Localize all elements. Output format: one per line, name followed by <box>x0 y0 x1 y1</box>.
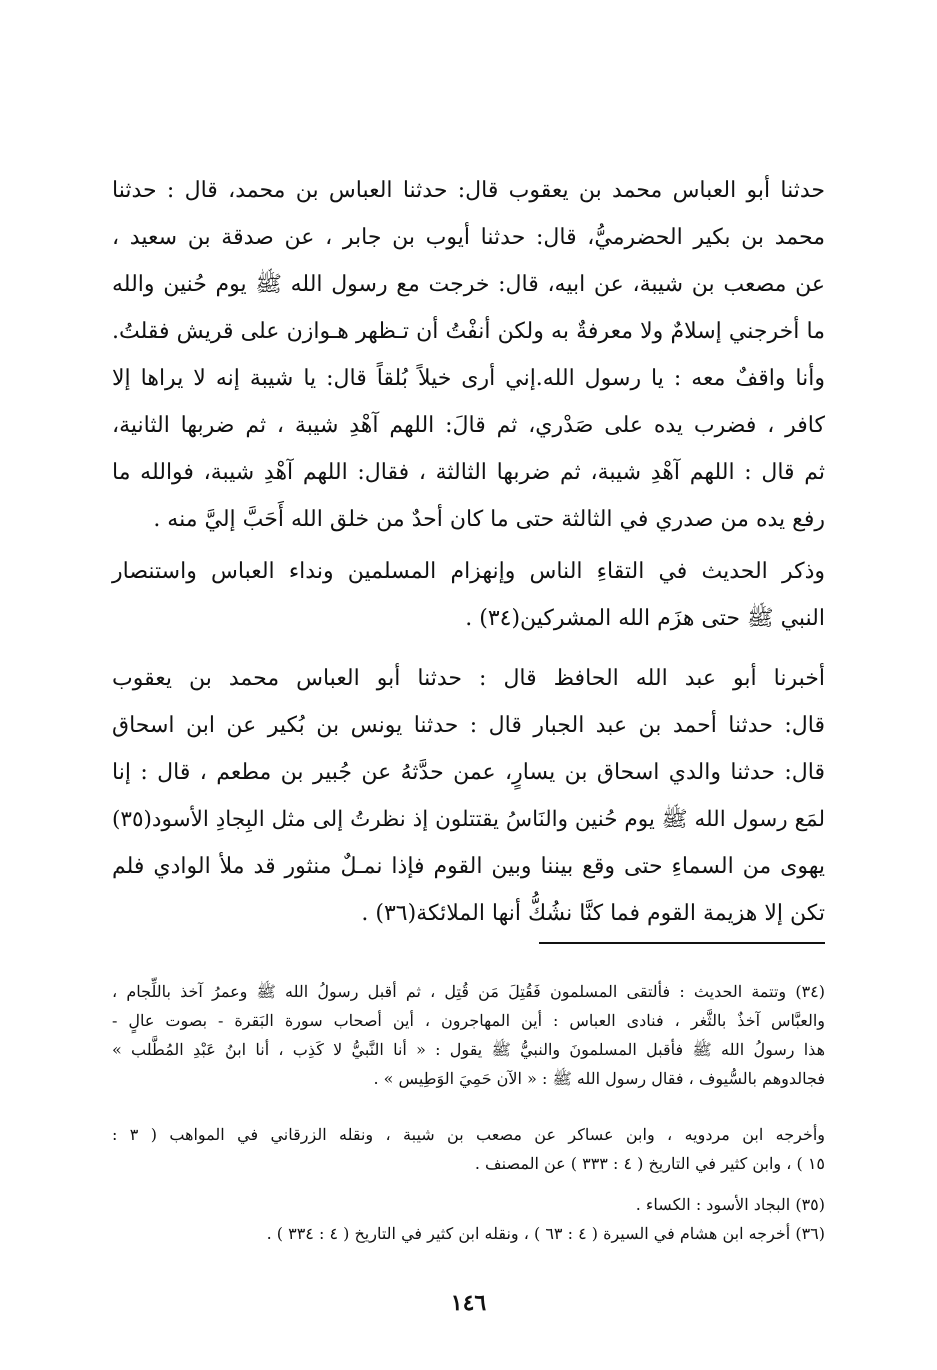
text-line: أخبرنا أبو عبد الله الحافظ قال : حدثنا أبو العباس محمد بن يعقوب <box>112 666 825 691</box>
text-line: وأنا واقفٌ معه : يا رسول الله.إني أرى خيلاً بُلقاً قال: يا شيبة إنه لا يراها إلا <box>112 366 825 391</box>
text-line: قال: حدثنا أحمد بن عبد الجبار قال : حدثنا يونس بن بُكير عن ابن اسحاق <box>112 713 825 738</box>
footnote-36 <box>112 1219 825 1248</box>
text-line: محمد بن بكير الحضرميُّ، قال: حدثنا أيوب بن جابر ، عن صدقة بن سعيد ، <box>112 225 825 250</box>
footnote-line: (٣٤) وتتمة الحديث : فألتقى المسلمون فَقُتِلَ مَن قُتِل ، ثم أقبل رسولُ الله ﷺ وعمرُ آخذ باللِّجام ، <box>112 982 826 1001</box>
page-number: ١٤٦ <box>450 1290 487 1316</box>
text-line: رفع يده من صدري في الثالثة حتى ما كان أحدٌ من خلق الله أَحَبَّ إليَّ منه . <box>153 507 825 532</box>
paragraph-hadith-shaybah <box>112 167 825 543</box>
text-line: وذكر الحديث في التقاءِ الناس وإنهزام المسلمين ونداء العباس واستنصار <box>112 559 825 584</box>
footnote-35 <box>112 1190 825 1219</box>
footnote-line: وأخرجه ابن مردويه ، وابن عساكر عن مصعب بن شيبة ، ونقله الزرقاني في المواهب ( ٣ : <box>112 1125 826 1144</box>
text-line: ما أخرجني إسلامٌ ولا معرفةٌ به ولكن أنفْتُ أن تـظهر هـوازن على قريش فقلتُ. <box>112 319 825 344</box>
footnote-line: فجالدوهم بالسُّيوف ، فقال رسول الله ﷺ : « الآن حَمِيَ الوَطِيس » . <box>373 1069 825 1088</box>
footnote-34-sources <box>112 1120 825 1178</box>
paragraph-hadith-jubayr <box>112 655 825 937</box>
text-line: حدثنا أبو العباس محمد بن يعقوب قال: حدثنا العباس بن محمد، قال : حدثنا <box>112 178 825 203</box>
text-line: لمَع رسول الله ﷺ يوم حُنين والنَاسُ يقتتلون إذ نظرتُ إلى مثل البِجادِ الأسود(٣٥) <box>112 807 825 832</box>
footnote-line: (٣٦) أخرجه ابن هشام في السيرة ( ٤ : ٦٣ ) ، ونقله ابن كثير في التاريخ ( ٤ : ٣٣٤ ) . <box>266 1224 825 1243</box>
footnote-line: هذا رسولُ الله ﷺ فأقبل المسلمونَ والنبيُّ ﷺ يقول : « أنا النَّبيُّ لا كَذِب ، أنا ابنُ عَبْدِ المُطَّلب » <box>112 1040 826 1059</box>
footnote-line: والعبَّاس آخذٌ بالثَّغر ، فنادى العباس : أين المهاجرون ، أين أصحاب سورة البَقرة - بصوت عالٍ - <box>112 1011 826 1030</box>
text-line: تكن إلا هزيمة القوم فما كنَّا نشُكُّ أنها الملائكة(٣٦) . <box>361 901 825 926</box>
footnote-line: (٣٥) البجاد الأسود : الكساء . <box>635 1195 825 1214</box>
text-line: كافر ، فضرب يده على صَدْري، ثم قالَ: اللهم آهْدِ شيبة ، ثم ضربها الثانية، <box>112 413 825 438</box>
text-line: النبي ﷺ حتى هزَم الله المشركين(٣٤) . <box>465 606 825 631</box>
footnote-divider <box>539 942 825 944</box>
footnote-34 <box>112 977 825 1093</box>
text-line: يهوى من السماءِ حتى وقع بيننا وبين القوم فإذا نمـلٌ منثور قد ملأ الوادي فلم <box>112 854 825 879</box>
paragraph-hadith-summary <box>112 548 825 642</box>
footnote-line: ١٥ ) ، وابن كثير في التاريخ ( ٤ : ٣٣٣ ) عن المصنف . <box>474 1154 825 1173</box>
text-line: قال: حدثنا والدي اسحاق بن يسارٍ، عمن حدَّثهُ عن جُبير بن مطعم ، قال : إنا <box>112 760 825 785</box>
text-line: ثم قال : اللهم آهْدِ شيبة، ثم ضربها الثالثة ، فقال: اللهم آهْدِ شيبة، فوالله ما <box>112 460 825 485</box>
text-line: عن مصعب بن شيبة، عن ابيه، قال: خرجت مع رسول الله ﷺ يوم حُنين والله <box>112 272 825 297</box>
